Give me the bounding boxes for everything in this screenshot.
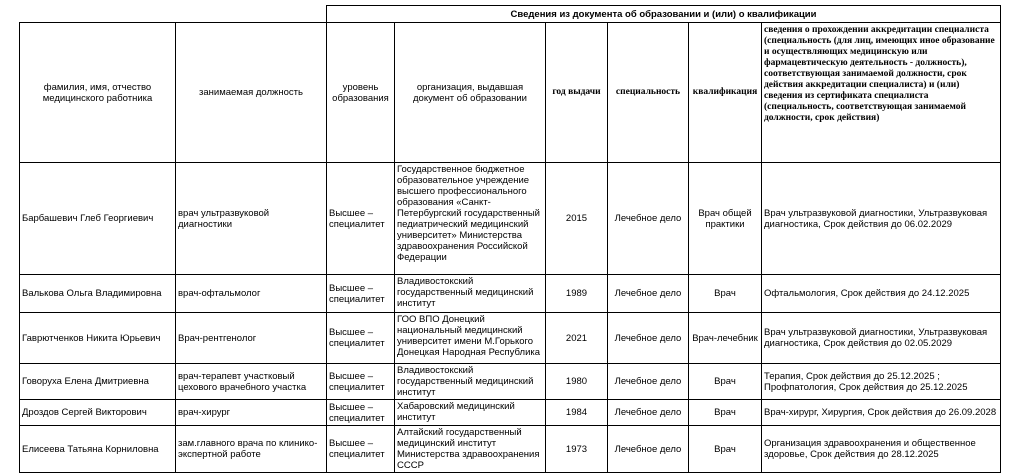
cell-year: 1984 — [546, 400, 608, 426]
cell-level: Высшее – специалитет — [327, 364, 395, 400]
header-col-name: фамилия, имя, отчество медицинского работника — [20, 23, 176, 163]
cell-org: Алтайский государственный медицинский институт Министерства здравоохранения СССР — [395, 426, 546, 473]
cell-accreditation: Организация здравоохранения и общественное здоровье, Срок действия до 28.12.2025 — [762, 426, 1001, 473]
cell-org: Государственное бюджетное образовательное учреждение высшего профессионального образования «Санкт-Петербургский государственный педиатрический медицинский университет» Министерства здравоохранения Российской Федерации — [395, 163, 546, 275]
cell-specialty: Лечебное дело — [608, 364, 689, 400]
cell-level: Высшее – специалитет — [327, 426, 395, 473]
cell-name: Говоруха Елена Дмитриевна — [20, 364, 176, 400]
cell-year: 1973 — [546, 426, 608, 473]
cell-qualification: Врач-лечебник — [689, 313, 762, 364]
cell-position: врач-офтальмолог — [176, 275, 327, 313]
cell-specialty: Лечебное дело — [608, 400, 689, 426]
table-row — [20, 275, 1001, 313]
cell-name: Дроздов Сергей Викторович — [20, 400, 176, 426]
cell-specialty: Лечебное дело — [608, 163, 689, 275]
header-col-qualification: квалификация — [689, 23, 762, 163]
cell-level: Высшее – специалитет — [327, 400, 395, 426]
cell-position: врач-хирург — [176, 400, 327, 426]
cell-position: зам.главного врача по клинико-экспертной работе — [176, 426, 327, 473]
table-row — [20, 364, 1001, 400]
cell-org: Владивостокский государственный медицинский институт — [395, 275, 546, 313]
cell-specialty: Лечебное дело — [608, 275, 689, 313]
cell-org: ГОО ВПО Донецкий национальный медицинский университет имени М.Горького Донецкая Народная Республика — [395, 313, 546, 364]
cell-org: Владивостокский государственный медицинский институт — [395, 364, 546, 400]
cell-year: 2015 — [546, 163, 608, 275]
header-col-org: организация, выдавшая документ об образовании — [395, 23, 546, 163]
cell-qualification: Врач — [689, 364, 762, 400]
header-col-position: занимаемая должность — [176, 23, 327, 163]
table-row — [20, 313, 1001, 364]
cell-qualification: Врач — [689, 275, 762, 313]
staff-education-table — [19, 5, 1001, 473]
cell-accreditation: Врач ультразвуковой диагностики, Ультразвуковая диагностика, Срок действия до 02.05.2029 — [762, 313, 1001, 364]
header-col-specialty: специальность — [608, 23, 689, 163]
header-blank-cell — [20, 6, 327, 23]
cell-year: 1989 — [546, 275, 608, 313]
cell-specialty: Лечебное дело — [608, 426, 689, 473]
table-row — [20, 426, 1001, 473]
cell-name: Гаврютченков Никита Юрьевич — [20, 313, 176, 364]
cell-name: Валькова Ольга Владимировна — [20, 275, 176, 313]
header-columns-row — [20, 23, 1001, 163]
cell-specialty: Лечебное дело — [608, 313, 689, 364]
cell-accreditation: Врач-хирург, Хирургия, Срок действия до 26.09.2028 — [762, 400, 1001, 426]
header-col-level: уровень образования — [327, 23, 395, 163]
cell-qualification: Врач — [689, 426, 762, 473]
cell-qualification: Врач — [689, 400, 762, 426]
header-col-year: год выдачи — [546, 23, 608, 163]
cell-accreditation: Офтальмология, Срок действия до 24.12.2025 — [762, 275, 1001, 313]
header-group-row — [20, 6, 1001, 23]
cell-level: Высшее – специалитет — [327, 163, 395, 275]
header-group-title: Сведения из документа об образовании и (или) о квалификации — [327, 6, 1001, 23]
cell-year: 1980 — [546, 364, 608, 400]
table-row — [20, 163, 1001, 275]
cell-accreditation: Терапия, Срок действия до 25.12.2025 ; Профпатология, Срок действия до 25.12.2025 — [762, 364, 1001, 400]
cell-level: Высшее – специалитет — [327, 275, 395, 313]
cell-org: Хабаровский медицинский институт — [395, 400, 546, 426]
cell-name: Елисеева Татьяна Корниловна — [20, 426, 176, 473]
cell-level: Высшее – специалитет — [327, 313, 395, 364]
cell-position: врач-терапевт участковый цехового врачебного участка — [176, 364, 327, 400]
cell-position: врач ультразвуковой диагностики — [176, 163, 327, 275]
cell-year: 2021 — [546, 313, 608, 364]
header-col-accreditation: сведения о прохождении аккредитации специалиста (специальность (для лиц, имеющих иное образование и осуществляющих медицинскую или фармацевтическую деятельность - должность), соответствующая занимаемой должности, срок действия аккредитации специалиста) и (или) сведения из сертификата специалиста (специальность, соответствующая занимаемой должности, срок действия) — [762, 23, 1001, 163]
cell-qualification: Врач общей практики — [689, 163, 762, 275]
cell-position: Врач-рентгенолог — [176, 313, 327, 364]
cell-name: Барбашевич Глеб Георгиевич — [20, 163, 176, 275]
cell-accreditation: Врач ультразвуковой диагностики, Ультразвуковая диагностика, Срок действия до 06.02.2029 — [762, 163, 1001, 275]
table-row — [20, 400, 1001, 426]
